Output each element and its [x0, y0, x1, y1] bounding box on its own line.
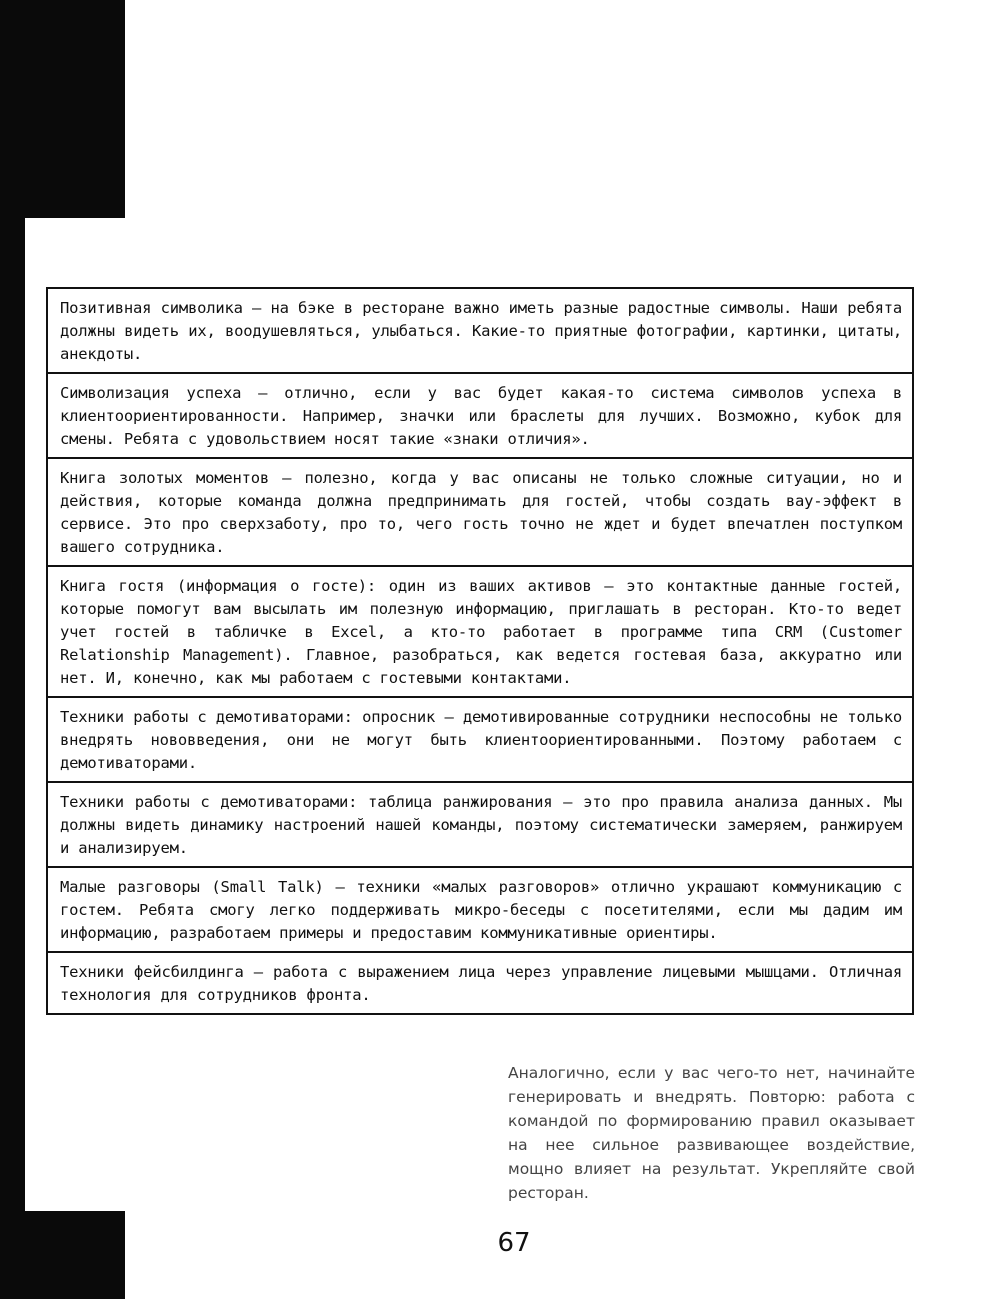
page-number: 67	[497, 1228, 531, 1258]
techniques-table	[46, 287, 914, 1015]
table-row-facebuilding: Техники фейсбилдинга — работа с выражением лица через управление лицевыми мышцами. Отличная технология для сотрудников фронта.	[60, 963, 902, 1004]
table-row-positive-symbols: Позитивная символика — на бэке в ресторане важно иметь разные радостные символы. Наши ребята должны видеть их, воодушевляться, улыбаться. Какие-то приятные фотографии, картинки, цитаты, анекдоты.	[48, 289, 912, 374]
scan-edge-block-upper	[0, 0, 125, 218]
table-row-demotivators-ranking: Техники работы с демотиваторами: таблица ранжирования — это про правила анализа данных. Мы должны видеть динамику настроений нашей команды, поэтому систематически замеряем, ранжируем и анализируем.	[48, 783, 912, 868]
table-row-demotivators-survey: Техники работы с демотиваторами: опросник — демотивированные сотрудники неспособны не только внедрять нововведения, они не могут быть клиентоориентированными. Поэтому работаем с демотиваторами.	[48, 698, 912, 783]
table-row-guest-book: Книга гостя (информация о госте): один из ваших активов — это контактные данные гостей, которые помогут вам высылать им полезную информацию, приглашать в ресторан. Кто-то ведет учет гостей в табличке в Excel, а кто-то работает в программе типа CRM (Customer Relationship Management). Главное, разобраться, как ведется гостевая база, аккуратно или нет. И, конечно, как мы работаем с гостевыми контактами.	[48, 567, 912, 698]
table-row-small-talk: Малые разговоры (Small Talk) — техники «малых разговоров» отлично украшают коммуникацию с гостем. Ребята смогу легко поддерживать микро-беседы с посетителями, если мы дадим им информацию, разработаем примеры и предоставим коммуникативные ориентиры.	[48, 868, 912, 953]
table-row-success-symbols: Символизация успеха — отлично, если у вас будет какая-то система символов успеха в клиентоориентированности. Например, значки или браслеты для лучших. Возможно, кубок для смены. Ребята с удовольствием носят такие «знаки отличия».	[48, 374, 912, 459]
aside-paragraph: Аналогично, если у вас чего-то нет, начинайте генерировать и внедрять. Повторю: работа с командой по формированию правил оказывает на нее сильное развивающее воздействие, мощно влияет на результат. Укрепляйте свой ресторан.	[508, 1064, 915, 1202]
table-row-golden-moments: Книга золотых моментов — полезно, когда у вас описаны не только сложные ситуации, но и действия, которые команда должна предпринимать для гостей, чтобы создать вау-эффект в сервисе. Это про сверхзаботу, про то, чего гость точно не ждет и будет впечатлен поступком вашего сотрудника.	[48, 459, 912, 567]
